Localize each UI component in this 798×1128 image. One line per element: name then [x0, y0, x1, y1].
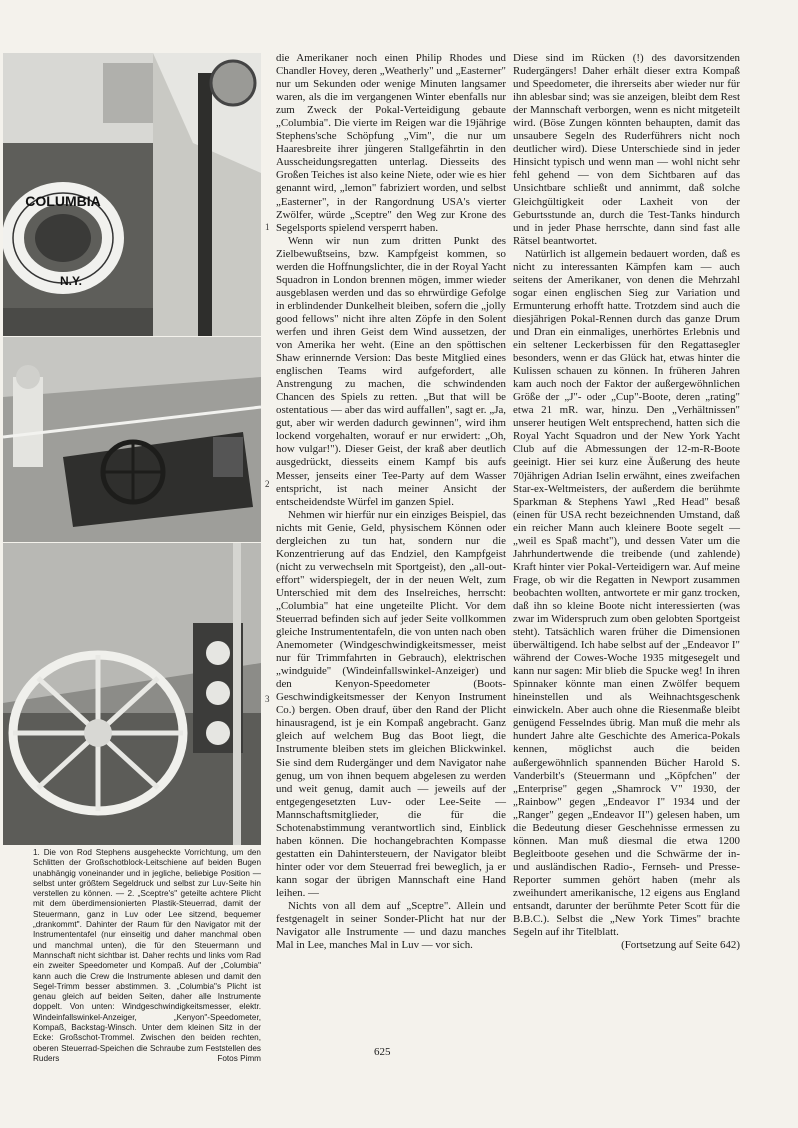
paragraph: Wenn wir nun zum dritten Punkt des Zielbewußtseins, bzw. Kampfgeist kommen, so werden die Hoffnungslichter, die in der Royal Yacht Squadron in London brennen mögen, immer wieder ausgeblasen werden und das so ehrwürdige Gefolge in erblindender Dunkelheit bleiben, sofern die „jolly good fellows" nicht ihre alten Zöpfe in den Solent werfen und ihren Geist dem Wind aussetzen, der von Amerika her weht. (Eine an den spöttischen Shaw erinnernde Version: Das beste Mitglied eines englischen Teams wird aufgefordert, alle Anstrengung zu machen, die schwindenden Chancen des Spiels zu retten. „But that will be ostentatious — aber das wird auffallen", sagt er. „Ja, gut, aber wir werden dadurch gewinnen", wird ihm lockend vorgehalten, worauf er nur erwidert: „Oh, how vulgar!"). Dieser Geist, der kraß aber deutlich ausgedrückt, diesseits einem Kampf bis aufs Messer, jenseits einer Tee-Party auf dem Wasser entspricht, ist nach meiner Ansicht der entscheidendste Würfel im ganzen Spiel. — [276, 234, 506, 508]
life-ring-port: N.Y. — [59, 274, 83, 288]
caption-text: 1. Die von Rod Stephens ausgeheckte Vorrichtung, um den Schlitten der Großschotblock-Leitschiene auf beiden Bugen unabhängig voneinander und in jegliche, beliebige Position — selbst unter größtem Segeldruck und selbst zur Luv-Seite hin verstellen zu können. — 2. „Sceptre's" geteilte achtere Plicht mit dem überdimensionierten Plastik-Steuerrad, damit der Steuermann, ganz in Luv oder Lee sitzend, bequemer „drankommt". Dahinter der Raum für den Navigator mit der Instrumententafel (nur einseitig und daher manchmal oben und manchmal unten), die für den Steuermann und Mannschaft nicht sichtbar ist. Daher rechts und links vom Rad ein zweiter Speedometer und Kompaß. Auf der „Columbia" kann auch die Crew die Instrumente ablesen und damit den Segel-Trimm besser abstimmen. 3. „Columbia"s Plicht ist genau gleich auf beiden Seiten, daher alle Instrumente doppelt. Von unten: Windgeschwindigkeitsmesser, elektr. Windeinfallswinkel-Anzeiger, „Kenyon"-Speedometer, Kompaß, Backstag-Winsch. Unter dem kleinen Sitz in der Ecke: Großschot-Trommel. Zwischen den beiden rechten, oberen Steuerrad-Speichen die Schraube zum Feststellen des Ruders — [33, 848, 261, 1063]
photo-marker-3: 3 — [265, 694, 270, 704]
article-column-2 — [513, 52, 740, 952]
continuation-note: (Fortsetzung auf Seite 642) — [621, 939, 740, 952]
photo-marker-2: 2 — [265, 479, 270, 489]
photo-marker-1: 1 — [265, 222, 270, 232]
life-ring-name: COLUMBIA — [25, 193, 101, 209]
photo-columbia-wheel — [3, 543, 261, 845]
page-number: 625 — [374, 1046, 391, 1058]
paragraph: die Amerikaner noch einen Philip Rhodes und Chandler Hovey, deren „Weatherly" und „Easterner" nur um Sekunden oder wenige Minuten langsamer waren, als die im vergangenen Winter ebenfalls nur zum Zweck der Pokal-Verteidigung gebaute „Columbia". Die vierte im Reigen war die 19jährige Stephens'sche Schöpfung „Vim", die nur um Haaresbreite ihrer jüngeren Stallgefährtin in den Ausscheidungsregatten unterlag. Diesseits des Großen Teiches ist also keine Niete, oder wie es hier genannt wird, „lemon" fabriziert worden, und selbst „Easterner", in der Rangordnung USA's vierter Zwölfer, würde „Sceptre" den Weg zur Krone des Segelsports spielend versperrt haben. — [276, 52, 506, 234]
paragraph: Nehmen wir hierfür nur ein einziges Beispiel, das nichts mit Genie, Geld, physischem Können oder dergleichen zu tun hat, sondern nur die Konzentrierung auf das Endziel, den Kampfgeist (nicht zu verwechseln mit Sportgeist), den „all-out-effort" widerspiegelt, der in der neuen Welt, zum Unterschied mit dem des Inselreiches, herrscht: „Columbia" hat eine ungeteilte Plicht. Vor dem Steuerrad befinden sich auf jeder Seite vollkommen gleiche Instrumententafeln, die von unten nach oben Anemometer (Windgeschwindigkeitsmesser, meist nur für Trimmfahrten in Gebrauch), elektrischen „windguide" (Windeinfallswinkel-Anzeiger) und den Kenyon-Speedometer (Boots-Geschwindigkeitsmesser der Kenyon Instrument Co.) bergen. Oben drauf, über den Rand der Plicht hinausragend, ist je ein Kompaß angebracht. Ganz gleich auf welchem Bug das Boot liegt, die Instrumente bleiben stets im gleichen Blickwinkel. Sie sind dem Rudergänger und dem Navigator nahe genug, um von ihnen bequem abgelesen zu werden und weit genug, damit auch — jeweils auf der entgegengesetzten Luv- oder Lee-Seite — Mannschaftsmitglieder, die für die Schotenabstimmung verantwortlich sind, Einblick haben können. Die hochangebrachten Kompasse gestatten ein Dahintersteuern, der Navigator bleibt hinter oder vor dem Steuerrad frei beweglich, ja er kann sogar der übrigen Mannschaft eine Hand leihen. — — [276, 508, 506, 899]
paragraph: Nichts von all dem auf „Sceptre". Allein und festgenagelt in seiner Sonder-Plicht hat nur der Navigator alle Instrumente — und dazu manches Mal in Lee, manches Mal in Luv — vor sich. — [276, 900, 506, 952]
photo-credit: Fotos Pimm — [217, 1053, 261, 1063]
article-column-1 — [276, 52, 506, 952]
paragraph: Diese sind im Rücken (!) des davorsitzenden Rudergängers! Daher erhält dieser extra Kompaß und Speedometer, die ihrerseits aber wieder nur für ihn ablesbar sind; was sie anzeigen, bleibt dem Rest der Mannschaft verborgen, wenn es nicht mitgeteilt wird. (Böse Zungen könnten behaupten, damit das unsaubere Segeln des Ruderführers nicht noch deutlicher wird). Diese Unterschiede sind in jeder Hinsicht typisch und wenn man — wohl nicht sehr fehl gehend — von dem Sichtbaren auf das Unsichtbare schließt und annimmt, daß solche Gleichgültigkeit oder Laxheit von der Geburtsstunde an, durch die Test-Tanks hindurch und in jeder Phase herrschte, dann sind fast alle Rätsel beantwortet. — [513, 52, 740, 247]
photo-columbia-life-ring — [3, 53, 261, 336]
paragraph: Natürlich ist allgemein bedauert worden, daß es nicht zu interessanten Kämpfen kam — auch seitens der Amerikaner, von denen die Mehrzahl sogar einen englischen Sieg zur Variation und Ermunterung erhofft hatte. Trotzdem sind auch die diesjährigen Pokal-Rennen durch das ganze Drum und Dran ein einmaliges, unerhörtes Erlebnis und ein seltener Leckerbissen für den Regattasegler besonders, wenn er das Glück hat, etwas hinter die Kulissen schauen zu können. In früheren Jahren kam auch noch der Faktor der außergewöhnlichen Größe der „J"- oder „Cup"-Boote, deren „rating" etwa 21 mR. war, hinzu. Den „Verhältnissen" unserer heutigen Welt entsprechend, hatten sich die Royal Yacht Squadron und der New York Yacht Club auf die Abmessungen der 12-m-R-Boote geeinigt. Hier sei kurz eine Äußerung des heute 70jährigen Adrian Iselin erwähnt, eines zweifachen Star-ex-Weltmeisters, der außerdem die berühmte Sparkman & Stephens Yawl „Red Head" besaß (einen für USA recht bezeichnenden Umstand, daß ein reicher Mann auch kleinere Boote segelt — „weil es Spaß macht"), und dessen Vater um die Jahrhundertwende die treibende (und zahlende) Kraft hinter vier Pokal-Verteidigern war. Auf meine Frage, ob wir die Regatten in Newport zusammen beobachten wollten, antwortete er mir ganz trocken, daß ihn so kleine Boote nicht interessierten (was zwar im Widerspruch zum oben gelobten Sportgeist steht). Tatsächlich waren früher die Dimensionen überwältigend. Ich habe selbst auf der „Endeavor I" während der Cowes-Woche 1935 mitgesegelt und kann nur sagen: Mir blieb die Spucke weg! In ihren Spinnaker könnte man einen Zwölfer bequem hineinstellen und als Weihnachtsgeschenk einwickeln. Aber auch ohne die Riesenmaße bleibt genügend Fesselndes übrig. Man muß die mehr als hundert Jahre alte Geschichte des America-Pokals kennen, möglichst auch die beiden außergewöhnlich spannenden Bücher Harold S. Vanderbilt's (Steuermann und „Köpfchen" der „Enterprise" gegen „Shamrock V" 1930, der „Rainbow" gegen „Endeavor I" 1934 und der „Ranger" gegen „Endeavor II") gelesen haben, um die Bedeutung dieser Geschehnisse ermessen zu können. Man muß diesmal die etwa 1200 Begleitboote gesehen und die Schwärme der in- und ausländischen Radio-, Fernseh- und Presse-Reporter summen gehört haben (mehr als zweihundert amerikanische, 12 eigens aus England entsandt, darunter der berühmte Peter Scott für die B.B.C.). Selbst die „New York Times" brachte Segeln auf ihr Titelblatt. — [513, 247, 740, 939]
photo-caption — [33, 848, 261, 1064]
photo-sceptre-cockpit — [3, 337, 261, 542]
